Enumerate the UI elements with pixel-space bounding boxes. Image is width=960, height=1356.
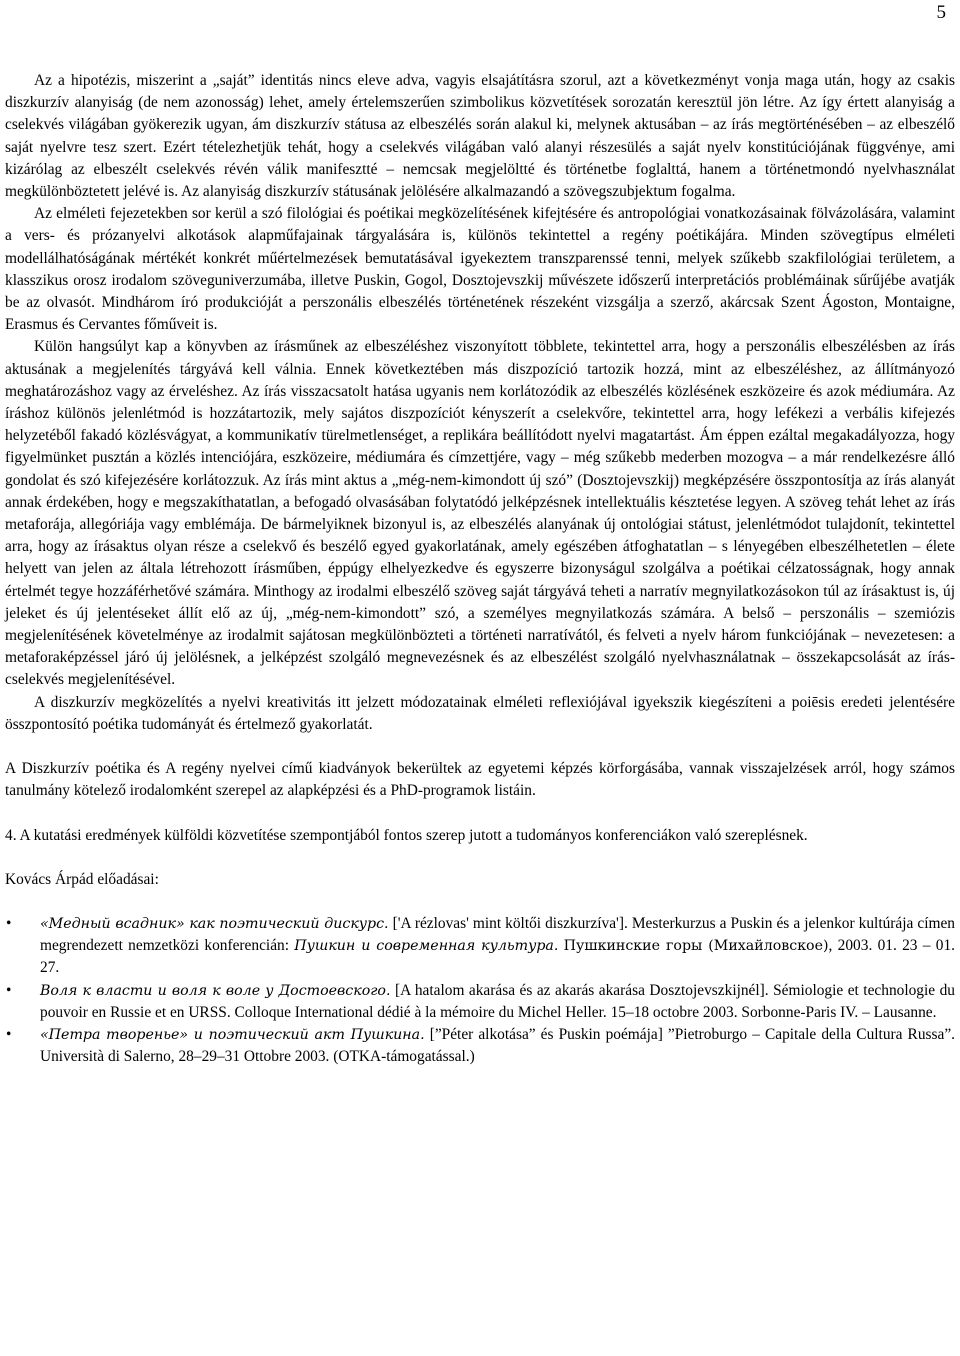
paragraph-discursive-approach: A diszkurzív megközelítés a nyelvi kreativitás itt jelzett módozatainak elméleti reflexiójával igyekszik kiegészíteni a poiēsis eredeti jelentésére összpontosító poétika tudományát és értelmező gyakorlatát. <box>5 693 955 733</box>
list-item <box>5 980 955 1024</box>
talk-title-ru: Воля к власти и воля к воле у Достоевского. <box>40 982 391 999</box>
document-body <box>5 70 955 1068</box>
talk-title-hu: ['A rézlovas' mint költői diszkurzíva']. <box>392 914 628 932</box>
talks-heading: Kovács Árpád előadásai: <box>5 870 159 888</box>
talk-title-ru: «Медный всадник» как поэтический дискурс. <box>40 915 389 932</box>
paragraph-identity: Az a hipotézis, miszerint a „saját” identitás nincs eleve adva, vagyis elsajátításra szorul, azt a következményt vonja maga után, hogy az csakis diszkurzív alanyiság (de nem azonosság) lehet, amely értelemszerűen szimbolikus közvetítések sorozatán keresztül jön létre. Az így értett alanyiság a cselekvés világában gyökerezik ugyan, ám diszkurzív státusa az elbeszélés során alakul ki, melynek aktusában – az írás megtörténésében – az elbeszélő saját nyelvre tesz szert. Ezért tételezhetjük tehát, hogy a cselekvés világában való alanyi részesülés a saját nyelv konstitúciójának függvénye, ami kizárólag az elbeszélt cselekvés révén válik manifesztté – nemcsak megjelöltté és történetbe foglalttá, hanem a történetmondó nyelvhasználat megkülönböztetett jelévé is. Az alanyiság diszkurzív státusának jelölésére alkalmazandó a szövegszubjektum fogalma. <box>5 72 955 201</box>
paragraph-writing-act: Külön hangsúlyt kap a könyvben az írásműnek az elbeszéléshez viszonyított többlete, tekintettel arra, hogy a perszonális elbeszélésben az írás aktusának a megjelenítés tárgyává kell válnia. Ennek következtében más diszpozíció tartozik hozzá, mint az elbeszéléshez, az állítmányozó meghatározáshoz vagy az érveléshez. Az írás visszacsatolt hatása ugyanis nem korlátozódik az elbeszélés közlésének eszközeire és azok médiumára. Az íráshoz különös jelenlétmód is hozzátartozik, mely sajátos diszpozíciót kényszerít a cselekvőre, tekintettel arra, hogy lefékezi a verbális kifejezés helyzetéből fakadó közlésvágyat, a kommunikatív türelmetlenséget, a replikára beállítódott nyelvi magatartást. Ám éppen ezáltal megakadályozza, hogy figyelmünket pusztán a közlés intenciójára, eszközeire, médiumára és címzettjére, vagy – még szűkebb mederben mozogva – a már rendelkezésre álló gondolat és szó kifejezésére korlátozzuk. Az írás mint aktus a „még-nem-kimondott új szó” (Dosztojevszkij) megképzésére összpontosítja az írás alanyát annak érdekében, hogy e megszakíthatatlan, a befogadó olvasásában folytatódó jelképzésnek intellektuális késztetése legyen. A szöveg tehát lehet az írás metaforája, allegóriája vagy emblémája. De bármelyiknek bizonyul is, az elbeszélés alanyának új ontológiai státust, jelenlétmódot tulajdonít, tekintettel arra, hogy az írásaktus olyan része a cselekvő és beszélő egyed gyakorlatának, amely egészében átfoghatatlan – s lényegében elbeszélhetetlen – élete helyett van jelen az általa létrehozott írásműben, éppúgy elhelyezkedve és egyszerre bizonyságul szolgálva a poétikai célzatosságnak, hogy annak értelmét tegye hozzáférhetővé számára. Minthogy az irodalmi elbeszélő szöveg saját tárgyává teheti a narratív megnyilatkozásokon túl az írásaktust is, új jeleket és új jelentéseket állít elő az új, „még-nem-kimondott” szó, a személyes megnyilatkozás számára. A belső – perszonális – szemiózis megjelenítésének követelménye az irodalmit sajátosan megkülönbözteti a történeti narratívától, és felveti a nyelv három funkciójának – nevezetesen: a metaforaképzéssel járó új jelölésnek, a jelképzést szolgáló megnevezésnek és az elbeszélést szolgáló nyelvhasználatnak – összekapcsolását az írás-cselekvés megjelenítésével. <box>5 338 955 689</box>
paragraph-publications: A Diszkurzív poétika és A regény nyelvei című kiadványok bekerültek az egyetemi képzés körforgásába, vannak visszajelzések arról, hogy számos tanulmány kötelező irodalomként szerepel az alapképzési és a PhD-programok listáin. <box>5 760 955 800</box>
talk-details: [”Péter alkotása” és Puskin poémája] ”Pietroburgo – Capitale della Cultura Russa”. Università di Salerno, 28–29–31 Ottobre 2003. (OTKA-támogatással.) <box>40 1025 955 1066</box>
list-item <box>5 1024 955 1068</box>
talk-place-ru: Пушкинские горы (Михайловское) <box>563 938 829 955</box>
paragraph-international: 4. A kutatási eredmények külföldi közvetítése szempontjából fontos szerep jutott a tudományos konferenciákon való szereplésnek. <box>5 826 808 844</box>
talks-list <box>5 913 955 1068</box>
talk-date: , 2003. 01. 23 – 01. 27. <box>40 937 955 977</box>
list-item <box>5 913 955 980</box>
talk-conference-ru: Пушкин и современная культура. <box>294 938 559 955</box>
page-number: 5 <box>936 2 946 23</box>
talk-details: Mesterkurzus a Puskin és a jelenkor kultúrája címen megrendezett nemzetközi konferencián: <box>40 914 956 955</box>
talk-title-ru: «Петра творенье» и поэтический акт Пушкина. <box>40 1026 425 1043</box>
paragraph-theory-chapters: Az elméleti fejezetekben sor kerül a szó filológiai és poétikai megközelítésének kifejtésére és antropológiai vonatkozásainak fölvázolására, valamint a vers- és prózanyelvi alkotások alapműfajainak tárgyalására is, különös tekintettel a regény poétikájára. Minden szövegtípus elméleti modellálhatóságának mértékét konkrét műértelmezések bemutatásával igyekeztem transzparenssé tenni, melyek szűkebb szakfilológiai területem, a klasszikus orosz irodalom szöveguniverzumába, illetve Puskin, Gogol, Dosztojevszkij művészete időszerű interpretációs problémáinak sűrűjébe avatják be az olvasót. Mindhárom író produkcióját a perszonális elbeszélés történetének részeként vizsgálja a szerző, akárcsak Szent Ágoston, Montaigne, Erasmus és Cervantes főműveit is. <box>5 205 955 334</box>
talk-details: [A hatalom akarása és az akarás akarása Dosztojevszkijnél]. Sémiologie et technologie du pouvoir en Russie et en URSS. Colloque International dédié à la mémoire du Michel Heller. 15–18 octobre 2003. Sorbonne-Paris IV. – Lausanne. <box>40 981 955 1021</box>
